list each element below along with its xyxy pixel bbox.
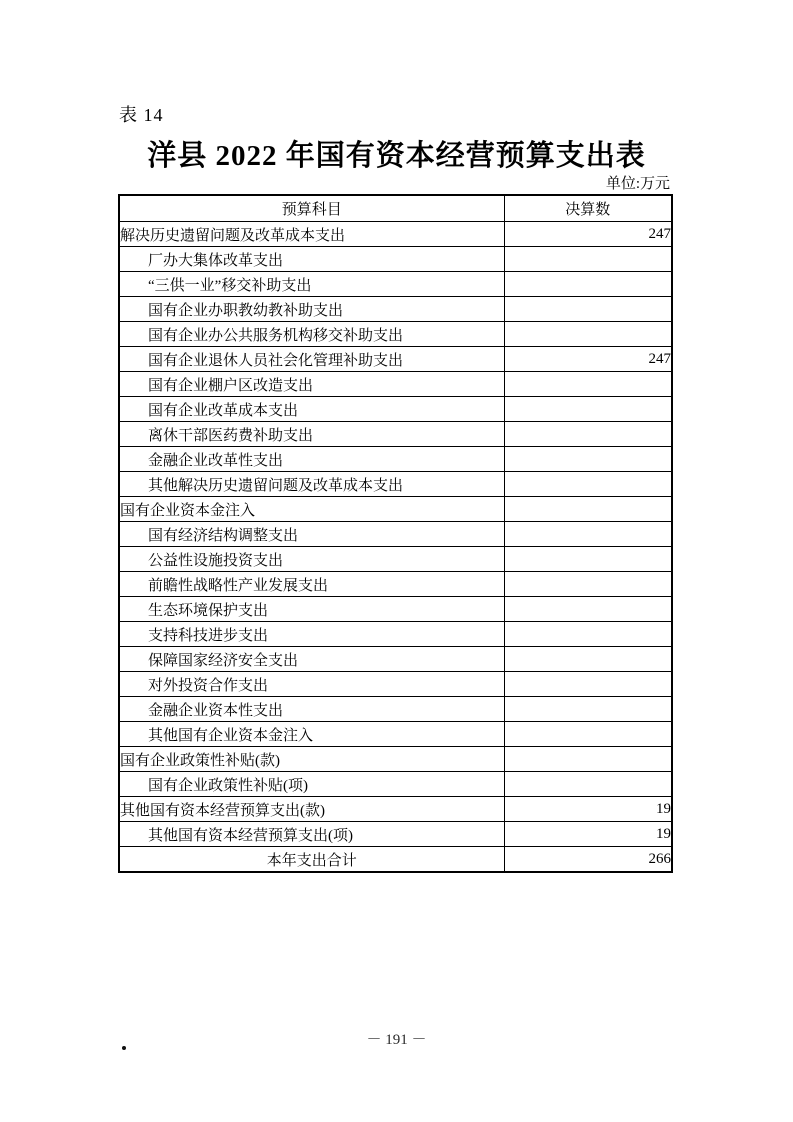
table-row — [119, 772, 672, 797]
table-row — [119, 272, 672, 297]
budget-subject-cell: 国有企业资本金注入 — [119, 497, 504, 522]
table-number-label: 表 14 — [119, 105, 164, 125]
final-amount-cell: 266 — [504, 847, 672, 873]
budget-subject-cell: 国有企业办职教幼教补助支出 — [119, 297, 504, 322]
final-amount-cell — [504, 547, 672, 572]
final-amount-cell — [504, 647, 672, 672]
table-row — [119, 672, 672, 697]
final-amount-cell — [504, 522, 672, 547]
table-row — [119, 222, 672, 247]
final-amount-cell — [504, 697, 672, 722]
table-row — [119, 547, 672, 572]
final-amount-cell — [504, 672, 672, 697]
page-number: － 191 － — [366, 1032, 427, 1048]
budget-subject-cell: 保障国家经济安全支出 — [119, 647, 504, 672]
budget-subject-cell: 金融企业改革性支出 — [119, 447, 504, 472]
table-row — [119, 347, 672, 372]
budget-subject-cell: 其他国有企业资本金注入 — [119, 722, 504, 747]
final-amount-cell — [504, 472, 672, 497]
budget-table — [118, 194, 673, 873]
final-amount-cell — [504, 247, 672, 272]
table-row — [119, 797, 672, 822]
budget-subject-cell: 国有企业政策性补贴(项) — [119, 772, 504, 797]
document-title: 洋县 2022 年国有资本经营预算支出表 — [147, 140, 646, 172]
budget-subject-cell: 金融企业资本性支出 — [119, 697, 504, 722]
table-row — [119, 522, 672, 547]
final-amount-cell: 247 — [504, 222, 672, 247]
final-amount-cell — [504, 497, 672, 522]
table-row — [119, 322, 672, 347]
final-amount-cell — [504, 722, 672, 747]
table-row — [119, 297, 672, 322]
table-row — [119, 422, 672, 447]
budget-subject-cell: “三供一业”移交补助支出 — [119, 272, 504, 297]
table-row — [119, 572, 672, 597]
table-row — [119, 622, 672, 647]
table-row — [119, 472, 672, 497]
table-row — [119, 247, 672, 272]
final-amount-cell — [504, 397, 672, 422]
final-amount-cell — [504, 297, 672, 322]
budget-subject-cell: 公益性设施投资支出 — [119, 547, 504, 572]
final-amount-cell — [504, 322, 672, 347]
budget-subject-cell: 厂办大集体改革支出 — [119, 247, 504, 272]
final-amount-cell — [504, 622, 672, 647]
budget-subject-cell: 国有经济结构调整支出 — [119, 522, 504, 547]
budget-subject-cell: 生态环境保护支出 — [119, 597, 504, 622]
table-row — [119, 722, 672, 747]
final-amount-cell — [504, 572, 672, 597]
final-amount-cell — [504, 422, 672, 447]
budget-subject-cell: 国有企业办公共服务机构移交补助支出 — [119, 322, 504, 347]
table-row — [119, 497, 672, 522]
table-row — [119, 597, 672, 622]
budget-subject-cell: 国有企业政策性补贴(款) — [119, 747, 504, 772]
final-amount-cell: 19 — [504, 797, 672, 822]
table-row — [119, 372, 672, 397]
table-body — [119, 222, 672, 873]
column-header-subject: 预算科目 — [119, 195, 504, 222]
final-amount-cell — [504, 372, 672, 397]
table-row — [119, 697, 672, 722]
final-amount-cell: 19 — [504, 822, 672, 847]
final-amount-cell: 247 — [504, 347, 672, 372]
table-header-row — [119, 195, 672, 222]
budget-subject-cell: 前瞻性战略性产业发展支出 — [119, 572, 504, 597]
final-amount-cell — [504, 447, 672, 472]
final-amount-cell — [504, 747, 672, 772]
budget-subject-cell: 国有企业退休人员社会化管理补助支出 — [119, 347, 504, 372]
budget-subject-cell: 离休干部医药费补助支出 — [119, 422, 504, 447]
table-row — [119, 647, 672, 672]
budget-subject-cell: 解决历史遗留问题及改革成本支出 — [119, 222, 504, 247]
budget-subject-cell: 其他国有资本经营预算支出(项) — [119, 822, 504, 847]
column-header-value: 决算数 — [504, 195, 672, 222]
budget-subject-cell: 支持科技进步支出 — [119, 622, 504, 647]
final-amount-cell — [504, 597, 672, 622]
table-total-row — [119, 847, 672, 873]
budget-subject-cell: 国有企业棚户区改造支出 — [119, 372, 504, 397]
table-row — [119, 747, 672, 772]
final-amount-cell — [504, 772, 672, 797]
budget-subject-cell: 本年支出合计 — [119, 847, 504, 873]
table-row — [119, 397, 672, 422]
table-row — [119, 822, 672, 847]
budget-subject-cell: 国有企业改革成本支出 — [119, 397, 504, 422]
budget-subject-cell: 其他解决历史遗留问题及改革成本支出 — [119, 472, 504, 497]
table-row — [119, 447, 672, 472]
budget-subject-cell: 对外投资合作支出 — [119, 672, 504, 697]
budget-subject-cell: 其他国有资本经营预算支出(款) — [119, 797, 504, 822]
final-amount-cell — [504, 272, 672, 297]
unit-label: 单位:万元 — [605, 176, 670, 192]
